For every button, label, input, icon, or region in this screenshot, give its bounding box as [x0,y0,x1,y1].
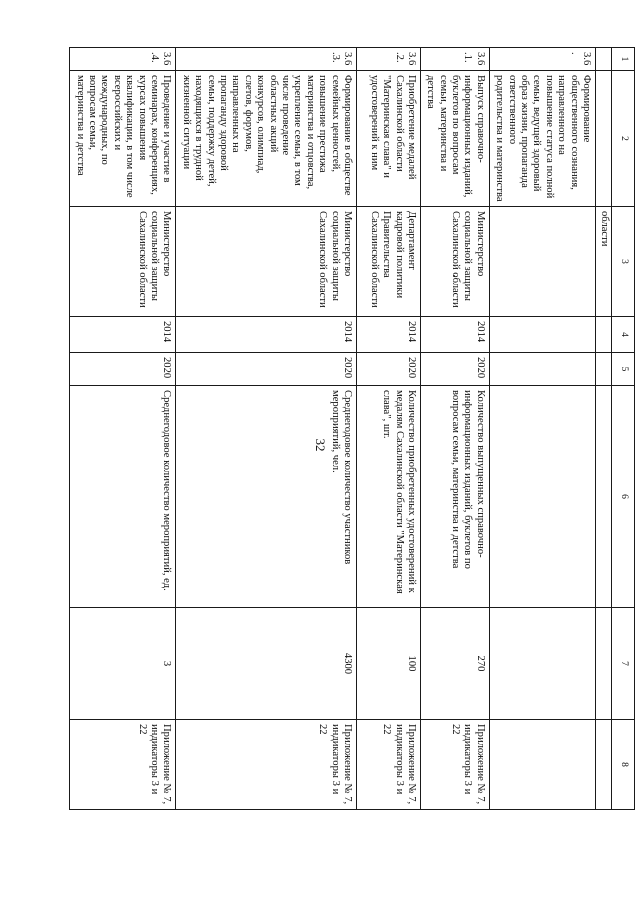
indicator-value: 3 [70,608,176,720]
indicator-value: 4300 [176,608,356,720]
row-number: 3.6.2. [356,48,420,71]
table-row [420,48,489,810]
indicator: Количество выпущенных справочно-информационных изданий, буклетов по вопросам семьи, материнства и детства [420,386,489,608]
indicator-value: 100 [356,608,420,720]
header-cell: 5 [612,353,635,386]
program-table [69,47,635,810]
executor: Министерство социальной защиты Сахалинской области [176,207,356,317]
row-number: 3.6.1. [420,48,489,71]
event-name: Выпуск справочно-информационных изданий, буклетов по вопросам семьи, материнства и детства [420,71,489,207]
reference [489,720,595,810]
event-name: Приобретение медалей Сахалинской области "Материнская слава" и удостоверений к ним [356,71,420,207]
event-name: Формирование общественного сознания, направленного на повышение статуса полной семьи, ведущей здоровый образ жизни, пропаганда ответственного родительства и материнства [489,71,595,207]
header-cell: 8 [612,720,635,810]
start-year: 2014 [420,317,489,353]
indicator: Среднегодовое количество мероприятий, ед. [70,386,176,608]
executor: Министерство социальной защиты Сахалинской области [420,207,489,317]
header-cell: 7 [612,608,635,720]
executor: Департамент кадровой политики Правительства Сахалинской области [356,207,420,317]
row-number: 3.6.4. [70,48,176,71]
start-year: 2014 [356,317,420,353]
table-row [356,48,420,810]
continuation-row [596,48,612,810]
table-row [70,48,176,810]
event-name: Проведение и участие в семинарах, конференциях, курсах повышения квалификации, в том числе всероссийских и международных, по вопросам семьи, материнства и детства [70,71,176,207]
reference: Приложение № 7, индикаторы 3 и 22 [420,720,489,810]
start-year [489,317,595,353]
table-row [489,48,595,810]
reference: Приложение № 7, индикаторы 3 и 22 [176,720,356,810]
indicator-value: 270 [420,608,489,720]
end-year: 2020 [420,353,489,386]
continuation-text: области [596,207,612,317]
row-number: 3.6. [489,48,595,71]
indicator: Количество приобретенных удостоверений к медалям Сахалинской области "Материнская слава", шт. [356,386,420,608]
header-cell: 1 [612,48,635,71]
page-number: 32 [313,438,328,452]
event-name: Формирование в обществе семейных ценностей, повышение престижа материнства и отцовства, укрепление семьи, в том числе проведение областных акций конкурсов, олимпиад, слетов, форумов, направленных на пропаганду здоровой семьи, поддержку детей, находящихся в трудной жизненной ситуации [176,71,356,207]
header-row [612,48,635,810]
start-year: 2014 [176,317,356,353]
reference: Приложение № 7, индикаторы 3 и 22 [70,720,176,810]
rotated-page [74,47,635,809]
indicator [489,386,595,608]
table-row [176,48,356,810]
indicator-value [489,608,595,720]
end-year [489,353,595,386]
header-cell: 2 [612,71,635,207]
end-year: 2020 [176,353,356,386]
executor: Министерство социальной защиты Сахалинской области [70,207,176,317]
start-year: 2014 [70,317,176,353]
header-cell: 3 [612,207,635,317]
reference: Приложение № 7, индикаторы 3 и 22 [356,720,420,810]
executor [489,207,595,317]
header-cell: 4 [612,317,635,353]
header-cell: 6 [612,386,635,608]
end-year: 2020 [70,353,176,386]
row-number: 3.6.3. [176,48,356,71]
indicator: Среднегодовое количество участников мероприятий, чел. [176,386,356,608]
end-year: 2020 [356,353,420,386]
